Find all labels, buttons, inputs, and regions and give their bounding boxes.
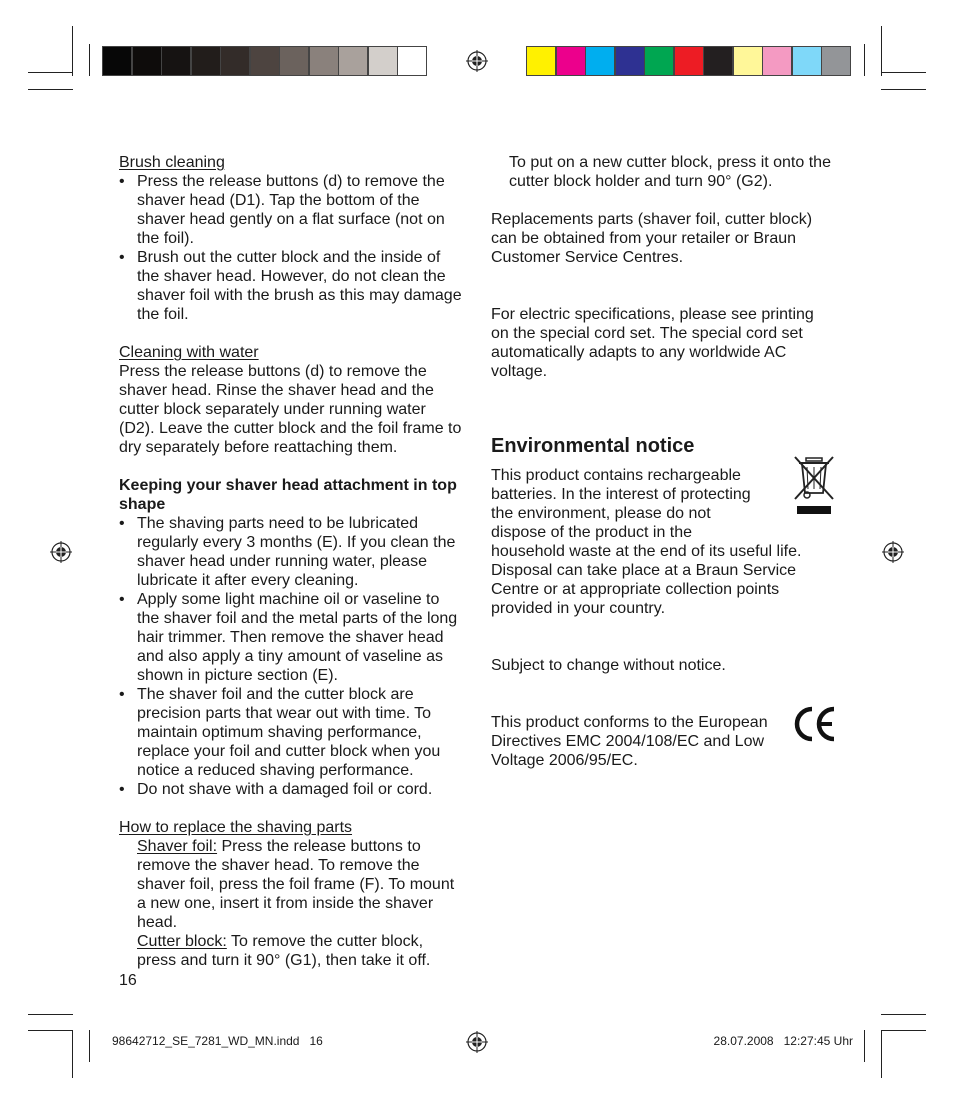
page-number: 16 bbox=[119, 972, 137, 989]
color-swatch bbox=[102, 46, 132, 76]
color-swatch bbox=[733, 46, 763, 76]
crop-mark bbox=[72, 1030, 73, 1078]
color-swatch bbox=[220, 46, 250, 76]
crop-mark bbox=[864, 44, 865, 76]
shaver-foil-text: Press the release buttons to remove the shaver head. To remove the shaver foil, press the foil frame (F). To mount a new one, insert it from inside the shaver head. bbox=[137, 838, 455, 931]
environmental-text-narrow bbox=[491, 466, 771, 542]
crop-mark bbox=[881, 26, 882, 76]
cutter-block-text: To remove the cutter block, press and turn it 90° (G1), then take it off. bbox=[137, 933, 431, 969]
color-swatch bbox=[585, 46, 615, 76]
crop-mark bbox=[28, 1014, 73, 1015]
footer-filename: 98642712_SE_7281_WD_MN.indd 16 bbox=[112, 1034, 323, 1048]
brush-cleaning-heading: Brush cleaning bbox=[119, 154, 225, 171]
crop-mark bbox=[864, 1030, 865, 1062]
crop-mark bbox=[28, 72, 73, 73]
replacements-text: Replacements parts (shaver foil, cutter block) can be obtained from your retailer or Braun Customer Service Centres. bbox=[491, 211, 813, 266]
list-item: • Brush out the cutter block and the inside of the shaver head. However, do not clean the shaver foil with the brush as this may damage the foil. bbox=[119, 248, 464, 324]
ce-mark-icon bbox=[792, 705, 838, 743]
list-item: • The shaver foil and the cutter block are precision parts that wear out with time. To maintain optimum shaving performance, replace your foil and cutter block when you notice a reduced shaving performance. bbox=[119, 685, 464, 780]
crop-mark bbox=[28, 1030, 73, 1031]
crop-mark bbox=[89, 1030, 90, 1062]
conformity-text: This product conforms to the European Directives EMC 2004/108/EC and Low Voltage 2006/95/EC. bbox=[491, 714, 768, 769]
crop-mark bbox=[28, 89, 73, 90]
cutter-block-label: Cutter block: bbox=[137, 933, 227, 950]
color-swatch bbox=[674, 46, 704, 76]
list-item: • Do not shave with a damaged foil or cord. bbox=[119, 780, 464, 799]
color-swatch bbox=[556, 46, 586, 76]
color-swatch bbox=[397, 46, 427, 76]
crossed-out-wheelie-bin-icon bbox=[793, 455, 835, 517]
subject-to-change-text: Subject to change without notice. bbox=[491, 657, 726, 674]
text-line: batteries. In the interest of protecting bbox=[491, 486, 751, 503]
cleaning-with-water-heading: Cleaning with water bbox=[119, 344, 259, 361]
text-line: the environment, please do not bbox=[491, 505, 711, 522]
list-item: • Apply some light machine oil or vaseline to the shaver foil and the metal parts of the long hair trimmer. Then remove the shaver head and also apply a tiny amount of vaseline as shown in picture section (E). bbox=[119, 590, 464, 685]
left-column bbox=[119, 153, 464, 970]
new-cutter-text: To put on a new cutter block, press it onto the cutter block holder and turn 90° (G2). bbox=[509, 154, 831, 190]
footer-timestamp: 28.07.2008 12:27:45 Uhr bbox=[713, 1034, 853, 1048]
color-swatch bbox=[821, 46, 851, 76]
shaver-foil-paragraph bbox=[119, 837, 464, 932]
crop-mark bbox=[89, 44, 90, 76]
crop-mark bbox=[881, 89, 926, 90]
crop-mark bbox=[881, 1030, 926, 1031]
crop-mark bbox=[72, 26, 73, 76]
registration-mark-icon bbox=[50, 541, 72, 563]
color-swatch bbox=[338, 46, 368, 76]
color-swatch bbox=[191, 46, 221, 76]
keeping-shape-list bbox=[119, 514, 464, 799]
shaver-foil-label: Shaver foil: bbox=[137, 838, 218, 855]
color-swatch bbox=[309, 46, 339, 76]
list-item: • The shaving parts need to be lubricated regularly every 3 months (E). If you clean the shaver head under running water, please lubricate it after every cleaning. bbox=[119, 514, 464, 590]
color-swatch bbox=[762, 46, 792, 76]
color-swatch bbox=[526, 46, 556, 76]
color-swatch bbox=[132, 46, 162, 76]
environmental-notice-heading: Environmental notice bbox=[491, 435, 695, 457]
color-swatch bbox=[250, 46, 280, 76]
color-swatch bbox=[368, 46, 398, 76]
brush-cleaning-list bbox=[119, 172, 464, 324]
color-swatch bbox=[792, 46, 822, 76]
registration-mark-icon bbox=[466, 1031, 488, 1053]
crop-mark bbox=[881, 72, 926, 73]
cutter-block-paragraph bbox=[119, 932, 464, 970]
text-line: This product contains rechargeable bbox=[491, 467, 741, 484]
cleaning-with-water-text: Press the release buttons (d) to remove the shaver head. Rinse the shaver head and the cutter block separately under running water (D2). Leave the cutter block and the foil frame to dry separately before reattaching them. bbox=[119, 363, 462, 456]
crop-mark bbox=[881, 1030, 882, 1078]
replace-parts-heading: How to replace the shaving parts bbox=[119, 819, 353, 836]
color-swatch bbox=[703, 46, 733, 76]
color-swatch bbox=[644, 46, 674, 76]
list-item: • Press the release buttons (d) to remove the shaver head (D1). Tap the bottom of the shaver head gently on a flat surface (not on the foil). bbox=[119, 172, 464, 248]
right-column bbox=[491, 153, 836, 770]
text-line: dispose of the product in the bbox=[491, 524, 693, 541]
color-swatch bbox=[161, 46, 191, 76]
registration-mark-icon bbox=[882, 541, 904, 563]
electric-specs-text: For electric specifications, please see printing on the special cord set. The special cord set automatically adapts to any worldwide AC voltage. bbox=[491, 306, 814, 380]
environmental-text: household waste at the end of its useful life. Disposal can take place at a Braun Service Centre or at appropriate collection points provided in your country. bbox=[491, 543, 802, 617]
registration-mark-icon bbox=[466, 50, 488, 72]
keeping-shape-heading: Keeping your shaver head attachment in top shape bbox=[119, 477, 457, 513]
crop-mark bbox=[881, 1014, 926, 1015]
color-swatch bbox=[615, 46, 645, 76]
color-swatch bbox=[279, 46, 309, 76]
